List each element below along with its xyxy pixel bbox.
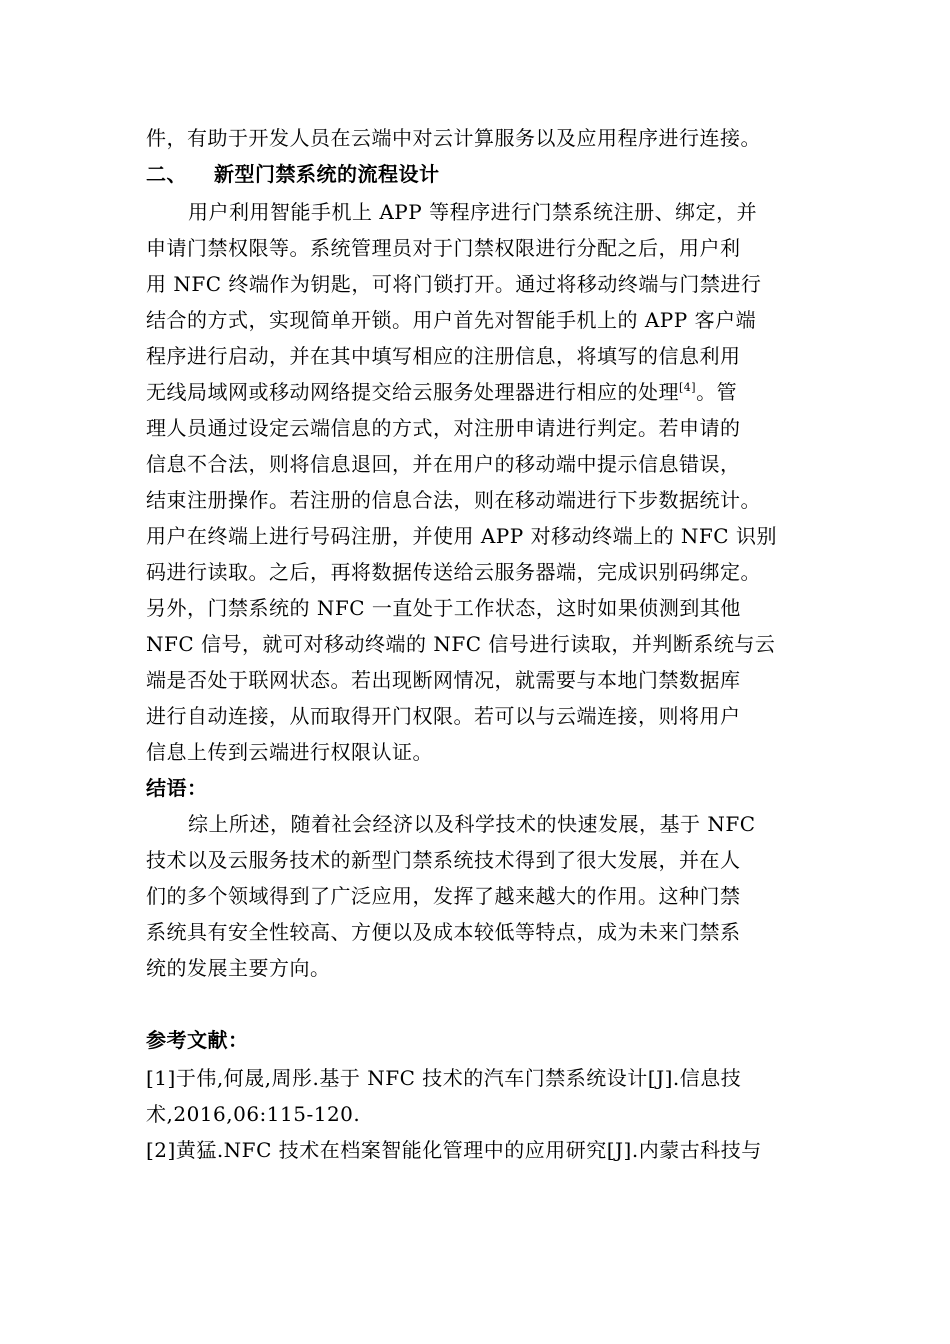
paragraph-line: 程序进行启动，并在其中填写相应的注册信息，将填写的信息利用 [146, 344, 741, 368]
paragraph-text: 无线局域网或移动网络提交给云服务处理器进行相应的处理 [146, 380, 679, 404]
paragraph-line: 件，有助于开发人员在云端中对云计算服务以及应用程序进行连接。 [146, 126, 761, 150]
paragraph-line: 结束注册操作。若注册的信息合法，则在移动端进行下步数据统计。 [146, 488, 761, 512]
paragraph-text-tail: 。管 [696, 380, 738, 404]
reference-line: 术,2016,06:115-120. [146, 1102, 361, 1126]
reference-line: [1]于伟,何晟,周彤.基于 NFC 技术的汽车门禁系统设计[J].信息技 [146, 1066, 742, 1090]
paragraph-line: 用户利用智能手机上 APP 等程序进行门禁系统注册、绑定，并 [188, 200, 758, 224]
paragraph-line: NFC 信号，就可对移动终端的 NFC 信号进行读取，并判断系统与云 [146, 632, 776, 656]
paragraph-line: 综上所述，随着社会经济以及科学技术的快速发展，基于 NFC [188, 812, 756, 836]
section-heading [146, 162, 440, 186]
conclusion-heading: 结语： [146, 776, 208, 800]
reference-line: [2]黄猛.NFC 技术在档案智能化管理中的应用研究[J].内蒙古科技与 [146, 1138, 762, 1162]
paragraph-line: 们的多个领域得到了广泛应用，发挥了越来越大的作用。这种门禁 [146, 884, 741, 908]
paragraph-line: 进行自动连接，从而取得开门权限。若可以与云端连接，则将用户 [146, 704, 741, 728]
paragraph-line-with-citation [146, 380, 737, 404]
paragraph-line: 结合的方式，实现简单开锁。用户首先对智能手机上的 APP 客户端 [146, 308, 757, 332]
paragraph-line: 申请门禁权限等。系统管理员对于门禁权限进行分配之后，用户利 [146, 236, 741, 260]
paragraph-line: 码进行读取。之后，再将数据传送给云服务器端，完成识别码绑定。 [146, 560, 761, 584]
references-heading: 参考文献： [146, 1028, 249, 1052]
paragraph-line: 系统具有安全性较高、方便以及成本较低等特点，成为未来门禁系 [146, 920, 741, 944]
paragraph-line: 信息不合法，则将信息退回，并在用户的移动端中提示信息错误， [146, 452, 741, 476]
citation-ref: [4] [679, 381, 697, 394]
paragraph-line: 端是否处于联网状态。若出现断网情况，就需要与本地门禁数据库 [146, 668, 741, 692]
paragraph-line: 用 NFC 终端作为钥匙，可将门锁打开。通过将移动终端与门禁进行 [146, 272, 762, 296]
section-number: 二、 [146, 162, 187, 186]
paragraph-line: 信息上传到云端进行权限认证。 [146, 740, 433, 764]
paragraph-line: 理人员通过设定云端信息的方式，对注册申请进行判定。若申请的 [146, 416, 741, 440]
paragraph-line: 技术以及云服务技术的新型门禁系统技术得到了很大发展，并在人 [146, 848, 741, 872]
paragraph-line: 用户在终端上进行号码注册，并使用 APP 对移动终端上的 NFC 识别 [146, 524, 777, 548]
section-title: 新型门禁系统的流程设计 [214, 162, 440, 186]
paragraph-line: 统的发展主要方向。 [146, 956, 331, 980]
paragraph-line: 另外，门禁系统的 NFC 一直处于工作状态，这时如果侦测到其他 [146, 596, 741, 620]
